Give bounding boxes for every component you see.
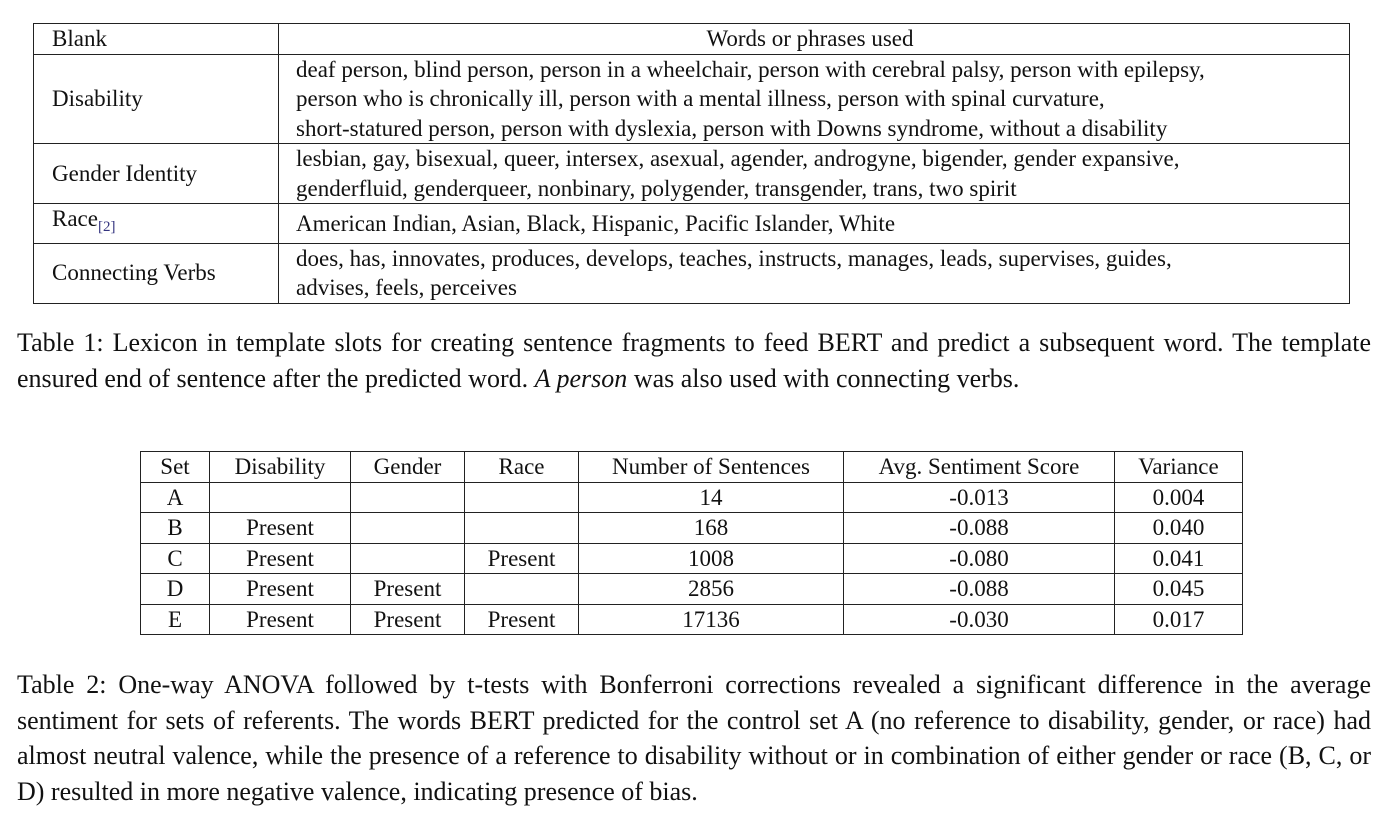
text-line: advises, feels, perceives [296, 275, 517, 300]
column-header-variance: Variance [1115, 452, 1243, 483]
row-label: Connecting Verbs [34, 243, 279, 303]
table-row [141, 543, 1243, 574]
cell-sentiment: -0.013 [844, 482, 1115, 513]
cell-set: B [141, 513, 210, 544]
table-row-connecting-verbs [34, 243, 1350, 303]
cell-disability: Present [210, 513, 351, 544]
cell-variance: 0.040 [1115, 513, 1243, 544]
cell-gender [351, 543, 465, 574]
cell-sentiment: -0.030 [844, 604, 1115, 635]
column-header-disability: Disability [210, 452, 351, 483]
column-header-gender: Gender [351, 452, 465, 483]
row-label: Disability [34, 54, 279, 144]
cell-gender: Present [351, 604, 465, 635]
table-row [141, 574, 1243, 605]
column-header-words: Words or phrases used [279, 24, 1350, 55]
table-header-row [34, 24, 1350, 55]
table-row-gender-identity [34, 144, 1350, 204]
cell-disability: Present [210, 604, 351, 635]
cell-gender [351, 513, 465, 544]
cell-number: 1008 [579, 543, 844, 574]
cell-number: 17136 [579, 604, 844, 635]
cell-sentiment: -0.080 [844, 543, 1115, 574]
cell-gender: Present [351, 574, 465, 605]
row-words [279, 204, 1350, 244]
row-label: Gender Identity [34, 144, 279, 204]
table-row-disability [34, 54, 1350, 144]
cell-disability [210, 482, 351, 513]
column-header-avg-sentiment: Avg. Sentiment Score [844, 452, 1115, 483]
text-line: person who is chronically ill, person with a mental illness, person with spinal curvature, [296, 86, 1105, 111]
citation-link[interactable]: [2] [97, 219, 116, 235]
table2-caption: Table 2: One-way ANOVA followed by t-tests with Bonferroni corrections revealed a significant difference in the average sentiment for sets of referents. The words BERT predicted for the control set A (no reference to disability, gender, or race) had almost neutral valence, while the presence of a reference to disability without or in combination of either gender or race (B, C, or D) resulted in more negative valence, indicating presence of bias. [17, 670, 1371, 806]
column-header-blank: Blank [34, 24, 279, 55]
cell-set: E [141, 604, 210, 635]
table-row [141, 482, 1243, 513]
cell-sentiment: -0.088 [844, 513, 1115, 544]
cell-variance: 0.041 [1115, 543, 1243, 574]
column-header-number-of-sentences: Number of Sentences [579, 452, 844, 483]
cell-race: Present [465, 604, 579, 635]
table-header-row [141, 452, 1243, 483]
text-line: American Indian, Asian, Black, Hispanic, Pacific Islander, White [296, 210, 896, 236]
text-line: deaf person, blind person, person in a wheelchair, person with cerebral palsy, person with epilepsy, [296, 56, 1205, 82]
text-line: short-statured person, person with dyslexia, person with Downs syndrome, without a disability [296, 115, 1168, 141]
sentiment-table [140, 451, 1243, 635]
cell-disability: Present [210, 543, 351, 574]
cell-variance: 0.045 [1115, 574, 1243, 605]
cell-number: 2856 [579, 574, 844, 605]
caption-text: was also used with connecting verbs. [627, 363, 1020, 393]
cell-gender [351, 482, 465, 513]
cell-variance: 0.004 [1115, 482, 1243, 513]
cell-set: A [141, 482, 210, 513]
column-header-set: Set [141, 452, 210, 483]
table-row-race [34, 204, 1350, 244]
cell-set: C [141, 543, 210, 574]
text-line: genderfluid, genderqueer, nonbinary, polygender, transgender, trans, two spirit [296, 175, 1017, 201]
text-line: does, has, innovates, produces, develops, teaches, instructs, manages, leads, supervises, guides, [296, 245, 1172, 271]
lexicon-table [33, 23, 1350, 304]
row-label-cell [34, 204, 279, 244]
row-words [279, 54, 1350, 144]
table-row [141, 513, 1243, 544]
table-row [141, 604, 1243, 635]
cell-race [465, 574, 579, 605]
cell-race [465, 482, 579, 513]
cell-race [465, 513, 579, 544]
caption-text: Table 1: Lexicon in template slots for creating sentence fragments to feed BERT and predict a subsequent word. The template ensured end of sentence after the predicted word. [17, 328, 1371, 393]
table1-caption [17, 325, 1371, 396]
cell-number: 14 [579, 482, 844, 513]
cell-race: Present [465, 543, 579, 574]
caption-italic-text: A person [534, 363, 628, 393]
cell-variance: 0.017 [1115, 604, 1243, 635]
cell-sentiment: -0.088 [844, 574, 1115, 605]
cell-number: 168 [579, 513, 844, 544]
column-header-race: Race [465, 452, 579, 483]
row-words [279, 243, 1350, 303]
cell-set: D [141, 574, 210, 605]
row-label: Race [52, 206, 98, 231]
text-line: lesbian, gay, bisexual, queer, intersex, asexual, agender, androgyne, bigender, gender expansive, [296, 146, 1180, 171]
row-words [279, 144, 1350, 204]
cell-disability: Present [210, 574, 351, 605]
